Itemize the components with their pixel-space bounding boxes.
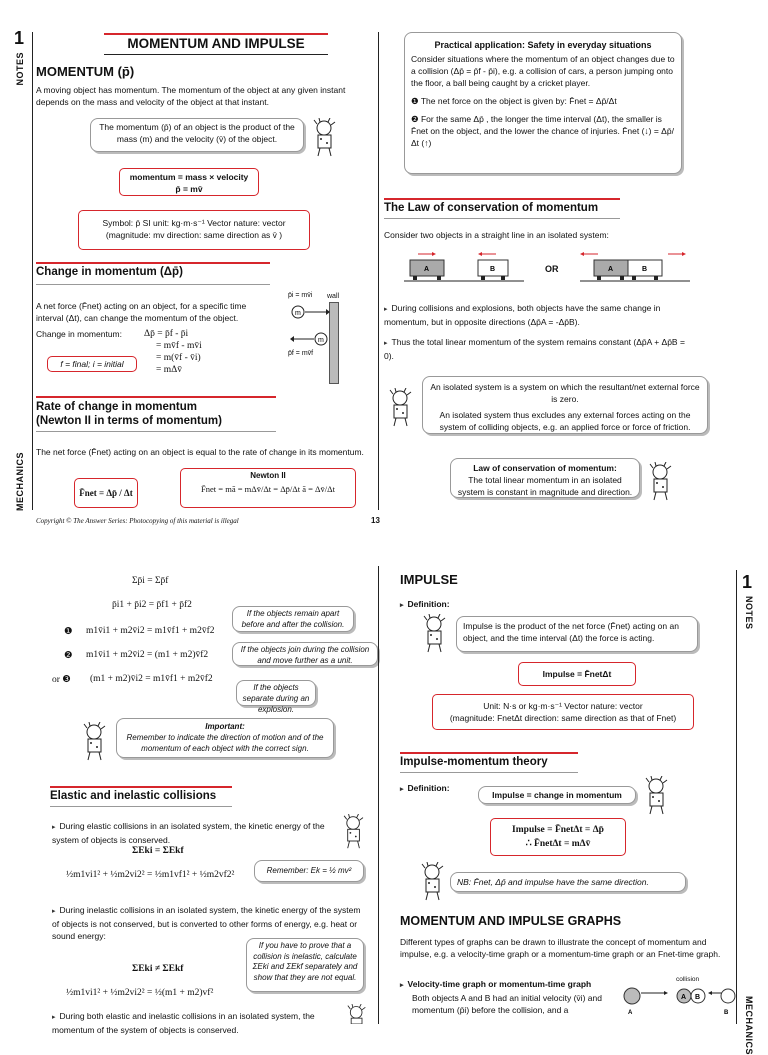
page-number-bottom: 13 bbox=[371, 516, 380, 525]
change-text: A net force (F̄net) acting on an object, for a specific time interval (Δt), can change the momentum of the object. bbox=[36, 301, 247, 323]
conservation-rule-bottom bbox=[384, 218, 620, 219]
copyright: Copyright © The Answer Series: Photocopying of this material is illegal bbox=[36, 517, 239, 525]
change-eq-4: = mΔv̄ bbox=[156, 365, 182, 375]
graphs-text: Different types of graphs can be drawn to illustrate the concept of momentum and impulse, e.g. a velocity-time graph or a momentum-time graph or an Fnet-time graph. bbox=[400, 937, 721, 959]
theory-definition-box: Impulse = change in momentum bbox=[478, 786, 636, 804]
page-title: MOMENTUM AND IMPULSE bbox=[127, 36, 305, 51]
change-rule-top bbox=[36, 262, 270, 264]
conservation-rule-top bbox=[384, 198, 620, 200]
svg-text:A: A bbox=[608, 266, 614, 273]
newton-ii-box bbox=[180, 468, 356, 508]
theory-rule-bottom bbox=[400, 772, 578, 773]
practical-point-2: ❷ For the same Δp̄ , the longer the time interval (Δt), the smaller is F̄net on the object, and the lower the chance of injuries. F̄net (↓) = Δp̄/Δt (↑) bbox=[411, 114, 674, 148]
elastic-rule-top bbox=[50, 786, 232, 788]
page-number-right: 1 bbox=[742, 572, 753, 592]
conservation-bullet-2 bbox=[384, 336, 694, 362]
momentum-formula-line1: momentum = mass × velocity bbox=[129, 172, 249, 182]
theory-eq-2: ∴ F̄netΔt = mΔv̄ bbox=[525, 839, 591, 849]
vt-text: Both objects A and B had an initial velocity (v̄i) and momentum (p̄i) before the collision, and a bbox=[412, 993, 602, 1015]
momentum-formula-line2: p̄ = mv̄ bbox=[175, 184, 203, 194]
svg-text:m: m bbox=[295, 310, 301, 317]
both-text: During both elastic and inelastic collisions in an isolated system, the momentum of the system of objects is conserved. bbox=[52, 1011, 315, 1035]
collision-label: collision bbox=[676, 976, 700, 983]
ball-moving-left-icon bbox=[290, 332, 330, 351]
bullet-icon: ▸ bbox=[52, 824, 56, 831]
eq-elastic-apart: m1v̄i1 + m2v̄i2 = m1v̄f1 + m2v̄f2 bbox=[86, 626, 215, 636]
sum-momentum-eq: Σp̄i = Σp̄f bbox=[132, 576, 169, 586]
isolated-system-box bbox=[422, 376, 708, 434]
eq-num-2: ❷ bbox=[64, 651, 73, 661]
isolated-system-text-2: An isolated system thus excludes any external forces acting on the system of colliding objects, e.g. an applied force or force of friction. bbox=[439, 410, 691, 432]
impulse-unit-box bbox=[432, 694, 694, 730]
graphs-heading: MOMENTUM AND IMPULSE GRAPHS bbox=[400, 914, 622, 928]
theory-rule-top bbox=[400, 752, 578, 754]
conservation-heading: The Law of conservation of momentum bbox=[384, 202, 599, 214]
page-number: 1 bbox=[14, 28, 25, 48]
mechanics-label: MECHANICS bbox=[15, 452, 25, 512]
impulse-definition-label: ▸ Definition: bbox=[400, 599, 450, 609]
svg-text:A: A bbox=[424, 266, 430, 273]
change-heading: Change in momentum (Δp̄) bbox=[36, 266, 183, 278]
fnet-small-box: F̄net = Δp̄ / Δt bbox=[74, 478, 138, 508]
column-divider bbox=[378, 32, 379, 510]
eq-separate: (m1 + m2)v̄i2 = m1v̄f1 + m2v̄f2 bbox=[90, 674, 213, 684]
law-box bbox=[450, 458, 640, 498]
conservation-bullet-1 bbox=[384, 302, 694, 328]
momentum-heading: MOMENTUM (p̄) bbox=[36, 64, 135, 79]
inelastic-eq-2: ½m1vi1² + ½m2vi2² = ½(m1 + m2)vf² bbox=[66, 988, 214, 998]
symbol-line1: Symbol: p̄ SI unit: kg·m·s⁻¹ Vector nature: vector bbox=[102, 218, 286, 228]
collision-diagram bbox=[622, 984, 736, 1023]
impulse-heading: IMPULSE bbox=[400, 572, 458, 587]
momentum-definition: The momentum (p̄) of an object is the product of the mass (m) and the velocity (v̄) of the object. bbox=[99, 122, 295, 144]
eq-num-1: ❶ bbox=[64, 627, 73, 637]
cartoon-girl-icon bbox=[344, 1004, 370, 1029]
final-initial-note: f = final; i = initial bbox=[47, 356, 137, 372]
inelastic-eq-1: ΣEki ≠ ΣEkf bbox=[132, 964, 184, 974]
impulse-formula-box: Impulse = F̄netΔt bbox=[518, 662, 636, 686]
title-rule-top bbox=[104, 33, 328, 35]
conservation-bullet-1-text: During collisions and explosions, both objects have the same change in momentum, but in opposite directions (Δp̄A = -Δp̄B). bbox=[384, 303, 661, 327]
important-title: Important: bbox=[205, 722, 245, 731]
change-equations bbox=[144, 328, 202, 376]
bullet-icon: ▸ bbox=[400, 786, 404, 793]
notes-label: NOTES bbox=[15, 52, 25, 86]
change-eq-2: = mv̄f - mv̄i bbox=[156, 341, 202, 351]
bullet-icon: ▸ bbox=[52, 908, 56, 915]
newton-ii-formula: F̄net = mā = mΔv̄/Δt = Δp̄/Δt ā = Δv̄/Δt bbox=[201, 484, 335, 494]
both-bullet bbox=[52, 1010, 342, 1036]
note-join: If the objects join during the collision and move further as a unit. bbox=[232, 642, 378, 666]
impulse-unit-line1: Unit: N·s or kg·m·s⁻¹ Vector nature: vector bbox=[483, 701, 643, 711]
mechanics-label-right: MECHANICS bbox=[744, 996, 754, 1055]
momentum-definition-box bbox=[90, 118, 304, 152]
change-eq-3: = m(v̄f - v̄i) bbox=[156, 353, 201, 363]
elastic-eq-2: ½m1vi1² + ½m2vi2² = ½m1vf1² + ½m2vf2² bbox=[66, 870, 235, 880]
title-rule-bottom bbox=[104, 54, 328, 55]
notes-label-right: NOTES bbox=[744, 596, 754, 630]
bullet-icon: ▸ bbox=[384, 340, 388, 347]
eq-join: m1v̄i1 + m2v̄i2 = (m1 + m2)v̄f2 bbox=[86, 650, 209, 660]
momentum-formula-box bbox=[119, 168, 259, 196]
note-remain-apart: If the objects remain apart before and after the collision. bbox=[232, 606, 354, 632]
cartoon-girl-icon bbox=[80, 722, 110, 767]
cartoon-girl-icon bbox=[418, 862, 448, 907]
momentum-sum-eq: p̄i1 + p̄i2 = p̄f1 + p̄f2 bbox=[112, 600, 192, 610]
ball-moving-right-icon bbox=[290, 305, 330, 324]
svg-text:B: B bbox=[695, 994, 701, 1001]
cartoon-girl-icon bbox=[420, 614, 450, 659]
bullet-icon: ▸ bbox=[400, 982, 404, 989]
bullet-icon: ▸ bbox=[400, 602, 404, 609]
elastic-rule-bottom bbox=[50, 806, 232, 807]
rate-heading bbox=[36, 400, 222, 428]
symbol-line2: (magnitude: mv direction: same direction as v̄ ) bbox=[105, 230, 283, 240]
elastic-bullet bbox=[52, 820, 342, 846]
important-box bbox=[116, 718, 334, 758]
cartoon-girl-icon bbox=[642, 776, 672, 821]
change-eq-1: Δp̄ = p̄f - p̄i bbox=[144, 329, 189, 339]
wall-diagram bbox=[329, 302, 339, 384]
practical-title: Practical application: Safety in everyday situations bbox=[434, 40, 652, 50]
practical-text: Consider situations where the momentum of an object changes due to a collision (Δp̄ = p̄f - p̄i), e.g. a collision of cars, a person jumping onto the floor, a ball being caught by a cricket player. bbox=[411, 54, 675, 88]
cartoon-girl-icon bbox=[310, 118, 340, 163]
conservation-text: Consider two objects in a straight line in an isolated system: bbox=[384, 230, 609, 240]
svg-text:B: B bbox=[724, 1010, 729, 1016]
newton-ii-label: Newton II bbox=[250, 471, 286, 480]
two-carts-approaching-diagram bbox=[404, 250, 524, 291]
inelastic-text: During inelastic collisions in an isolated system, the kinetic energy of the system of objects is not conserved, but is converted to other forms of energy, e.g. heat or sound energy: bbox=[52, 905, 361, 941]
theory-definition-label: ▸ Definition: bbox=[400, 783, 450, 793]
elastic-text: During elastic collisions in an isolated system, the kinetic energy of the system of objects is conserved. bbox=[52, 821, 325, 845]
svg-text:A: A bbox=[628, 1010, 633, 1016]
wall-label: wall bbox=[327, 293, 340, 300]
bullet-icon: ▸ bbox=[52, 1014, 56, 1021]
isolated-system-text-1: An isolated system is a system on which the resultant/net external force is zero. bbox=[430, 382, 700, 404]
conservation-bullet-2-text: Thus the total linear momentum of the system remains constant (Δp̄A + Δp̄B = 0). bbox=[384, 337, 685, 361]
svg-text:B: B bbox=[490, 266, 496, 273]
rate-text: The net force (F̄net) acting on an object is equal to the rate of change in its momentum. bbox=[36, 447, 364, 457]
svg-text:m: m bbox=[318, 337, 324, 344]
change-label: Change in momentum: bbox=[36, 329, 122, 339]
elastic-heading: Elastic and inelastic collisions bbox=[50, 790, 217, 802]
impulse-unit-line2: (magnitude: FnetΔt direction: same direction as that of Fnet) bbox=[449, 713, 677, 723]
or-label: OR bbox=[545, 264, 559, 274]
rate-heading-line1: Rate of change in momentum bbox=[36, 401, 198, 413]
remember-note: Remember: Ek = ½ mv² bbox=[254, 860, 364, 882]
practical-point-1: ❶ The net force on the object is given by: F̄net = Δp̄/Δt bbox=[411, 96, 617, 106]
impulse-definition-box: Impulse is the product of the net force (F̄net) acting on an object, and the time interval (Δt) the force is acting. bbox=[456, 616, 698, 652]
law-text: The total linear momentum in an isolated system is constant in magnitude and direction. bbox=[457, 475, 633, 497]
bullet-icon: ▸ bbox=[384, 306, 388, 313]
cartoon-girl-icon bbox=[646, 462, 676, 507]
rate-rule-top bbox=[36, 396, 276, 398]
rate-heading-line2: (Newton II in terms of momentum) bbox=[36, 415, 222, 427]
column-divider bbox=[378, 566, 379, 1024]
nb-note: NB: F̄net, Δp̄ and impulse have the same direction. bbox=[450, 872, 686, 892]
vt-title: ▸ Velocity-time graph or momentum-time graph bbox=[400, 979, 592, 989]
margin-rule-right bbox=[736, 570, 737, 1024]
theory-equation-box bbox=[490, 818, 626, 856]
margin-rule bbox=[32, 32, 33, 510]
practical-box bbox=[404, 32, 682, 174]
note-separate: If the objects separate during an explosion. bbox=[236, 680, 316, 706]
important-text: Remember to indicate the direction of motion and of the momentum of each object with the correct sign. bbox=[126, 733, 324, 753]
pi-label: p̄i = mv̄i bbox=[288, 292, 313, 299]
theory-heading: Impulse-momentum theory bbox=[400, 756, 548, 768]
cartoon-girl-icon bbox=[340, 814, 368, 855]
eq-num-3: or ❸ bbox=[52, 675, 71, 685]
law-title: Law of conservation of momentum: bbox=[473, 463, 617, 473]
two-carts-apart-diagram bbox=[580, 250, 690, 291]
momentum-intro: A moving object has momentum. The momentum of the object at any given instant depends on the mass and velocity of the object at that instant. bbox=[36, 85, 346, 107]
cartoon-girl-icon bbox=[386, 388, 416, 433]
svg-text:B: B bbox=[642, 266, 648, 273]
theory-eq-1: Impulse = F̄netΔt = Δp̄ bbox=[512, 825, 604, 835]
symbol-box bbox=[78, 210, 310, 250]
rate-rule-bottom bbox=[36, 431, 276, 432]
inelastic-bullet bbox=[52, 904, 362, 942]
inelastic-note: If you have to prove that a collision is inelastic, calculate ΣEki and ΣEkf separately and show that they are not equal. bbox=[246, 938, 364, 992]
change-rule-bottom bbox=[36, 284, 270, 285]
svg-text:A: A bbox=[681, 994, 687, 1001]
pf-label: p̄f = mv̄f bbox=[288, 350, 314, 357]
elastic-eq-1: ΣEki = ΣEkf bbox=[132, 846, 184, 856]
